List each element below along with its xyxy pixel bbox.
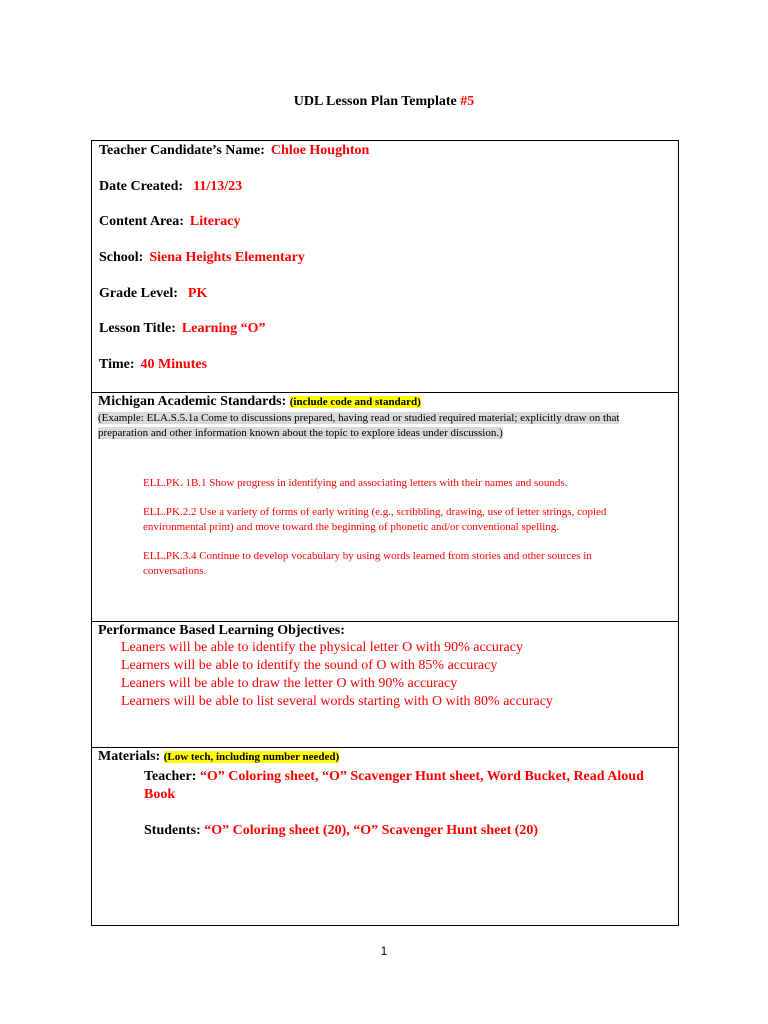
lesson-title-row	[99, 321, 266, 337]
standards-example	[98, 411, 672, 441]
student-materials	[144, 822, 678, 840]
materials-heading	[98, 749, 678, 765]
teacher-materials	[144, 768, 644, 804]
time-value: 40 Minutes	[140, 357, 208, 372]
title-text: UDL Lesson Plan Template	[293, 94, 461, 109]
objectives-cell	[92, 622, 679, 748]
standards-cell	[92, 393, 679, 622]
standard-item: ELL.PK.2.2 Use a variety of forms of early writing (e.g., scribbling, drawing, use of letter strings, copied environmental print) and move toward the beginning of phonetic and/or conventional spelling.	[143, 506, 607, 533]
student-materials-label: Students:	[144, 823, 205, 838]
date-created-row	[99, 179, 242, 195]
objective-item: Learners will be able to list several words starting with O with 80% accuracy	[121, 694, 553, 709]
grade-level-row	[99, 286, 207, 302]
objectives-list	[121, 639, 678, 711]
info-cell	[92, 141, 679, 393]
materials-instruction-highlight: (Low tech, including number needed)	[163, 751, 340, 763]
school-value: Siena Heights Elementary	[149, 250, 305, 265]
standards-example-text: (Example: ELA.S.5.1a Come to discussions prepared, having read or studied required material; explicitly draw on that preparation and other information known about the topic to explore ideas under discussion.)	[98, 412, 620, 439]
grade-level-label: Grade Level:	[99, 286, 178, 301]
teacher-name-value: Chloe Houghton	[270, 143, 370, 158]
standard-item: ELL.PK.3.4 Continue to develop vocabulary by using words learned from stories and other sources in conversations.	[143, 550, 592, 577]
standards-instruction-highlight: (include code and standard)	[289, 396, 421, 408]
standards-heading-text: Michigan Academic Standards:	[98, 394, 290, 409]
standard-item: ELL.PK. 1B.1 Show progress in identifying and associating letters with their names and sounds.	[143, 477, 568, 489]
school-row	[99, 250, 305, 266]
lesson-title-label: Lesson Title:	[99, 321, 176, 336]
school-label: School:	[99, 250, 144, 265]
teacher-materials-label: Teacher:	[144, 769, 200, 784]
objective-item: Leaners will be able to draw the letter O with 90% accuracy	[121, 676, 458, 691]
grade-level-value: PK	[187, 286, 208, 301]
page-number: 1	[380, 944, 388, 958]
objective-item: Learners will be able to identify the sound of O with 85% accuracy	[121, 658, 498, 673]
standards-heading	[98, 394, 678, 410]
lesson-plan-table	[91, 140, 679, 926]
materials-heading-text: Materials:	[98, 749, 164, 764]
template-number: #5	[460, 94, 475, 109]
content-area-value: Literacy	[189, 214, 241, 229]
content-area-label: Content Area:	[99, 214, 184, 229]
date-created-label: Date Created:	[99, 179, 184, 194]
date-created-value: 11/13/23	[193, 179, 243, 194]
content-area-row	[99, 214, 240, 230]
teacher-materials-value: “O” Coloring sheet, “O” Scavenger Hunt sheet, Word Bucket, Read Aloud Book	[144, 769, 644, 802]
teacher-name-label: Teacher Candidate’s Name:	[99, 143, 265, 158]
teacher-name-row	[99, 143, 369, 159]
objective-item: Leaners will be able to identify the physical letter O with 90% accuracy	[121, 640, 523, 655]
materials-cell	[92, 748, 679, 926]
time-label: Time:	[99, 357, 135, 372]
time-row	[99, 357, 207, 373]
student-materials-value: “O” Coloring sheet (20), “O” Scavenger Hunt sheet (20)	[204, 823, 539, 838]
document-title	[0, 94, 768, 110]
lesson-title-value: Learning “O”	[181, 321, 266, 336]
objectives-heading: Performance Based Learning Objectives:	[98, 623, 345, 638]
